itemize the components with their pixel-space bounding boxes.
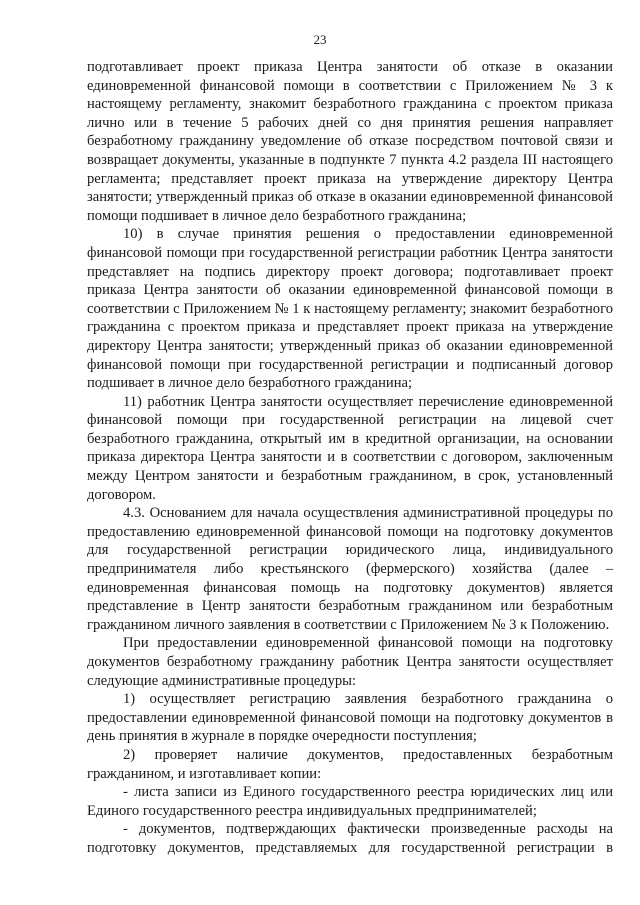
paragraph-section-4-3: 4.3. Основанием для начала осуществления административной процедуры по предоставлению единовременной финансовой помощи на подготовку документов для государственной регистрации юридического лица, индивидуального предпринимателя либо крестьянского (фермерского) хозяйства (далее – единовременная финансовая помощь на подготовку документов) является представление в Центр занятости безработным гражданином или безработным гражданином личного заявления в соответствии с Приложением № 3 к Положению.: [87, 505, 613, 633]
paragraph-item-11: 11) работник Центра занятости осуществляет перечисление единовременной финансовой помощи при государственной регистрации на лицевой счет безработного гражданина, открытый им в кредитной организации, на основании приказа директора Центра занятости и в соответствии с договором, заключенным между Центром занятости и безработным гражданином, в срок, установленный договором.: [87, 393, 613, 503]
paragraph-refusal-continuation: подготавливает проект приказа Центра занятости об отказе в оказании единовременной финансовой помощи в соответствии с Приложением № 3 к настоящему регламенту, знакомит безработного гражданина с проектом приказа лично или в течение 5 рабочих дней со дня принятия решения направляет безработному гражданину уведомление об отказе посредством почтовой связи и возвращает документы, указанные в подпункте 7 пункта 4.2 раздела III настоящего регламента; представляет проект приказа на утверждение директору Центра занятости; утвержденный приказ об отказе в оказании единовременной финансовой помощи подшивает в личное дело безработного гражданина;: [87, 59, 613, 224]
paragraph-item-1: 1) осуществляет регистрацию заявления безработного гражданина о предоставлении единовременной финансовой помощи на подготовку документов в день принятия в журнале в порядке очередности поступления;: [87, 691, 613, 745]
document-body: [87, 58, 613, 858]
paragraph-dash-register-sheet: - листа записи из Единого государственного реестра юридических лиц или Единого государственного реестра индивидуальных предпринимателей;: [87, 784, 613, 819]
paragraph-item-2: 2) проверяет наличие документов, предоставленных безработным гражданином, и изготавливает копии:: [87, 746, 613, 782]
paragraph-dash-expense-documents: - документов, подтверждающих фактически произведенные расходы на подготовку документов, представляемых для государственной регистрации в: [87, 821, 613, 856]
page-number: 23: [313, 32, 327, 47]
paragraph-procedures-intro: При предоставлении единовременной финансовой помощи на подготовку документов безработному гражданину работник Центра занятости осуществляет следующие административные процедуры:: [87, 635, 613, 689]
paragraph-item-10: 10) в случае принятия решения о предоставлении единовременной финансовой помощи при государственной регистрации работник Центра занятости представляет на подпись директору проект договора; подготавливает проект приказа Центра занятости об оказании единовременной финансовой помощи в соответствии с Приложением № 1 к настоящему регламенту; знакомит безработного гражданина с проектом приказа и представляет проект приказа на утверждение директору Центра занятости; утвержденный приказ об оказании единовременной финансовой помощи при государственной регистрации и подписанный договор подшивает в личное дело безработного гражданина;: [87, 226, 613, 392]
